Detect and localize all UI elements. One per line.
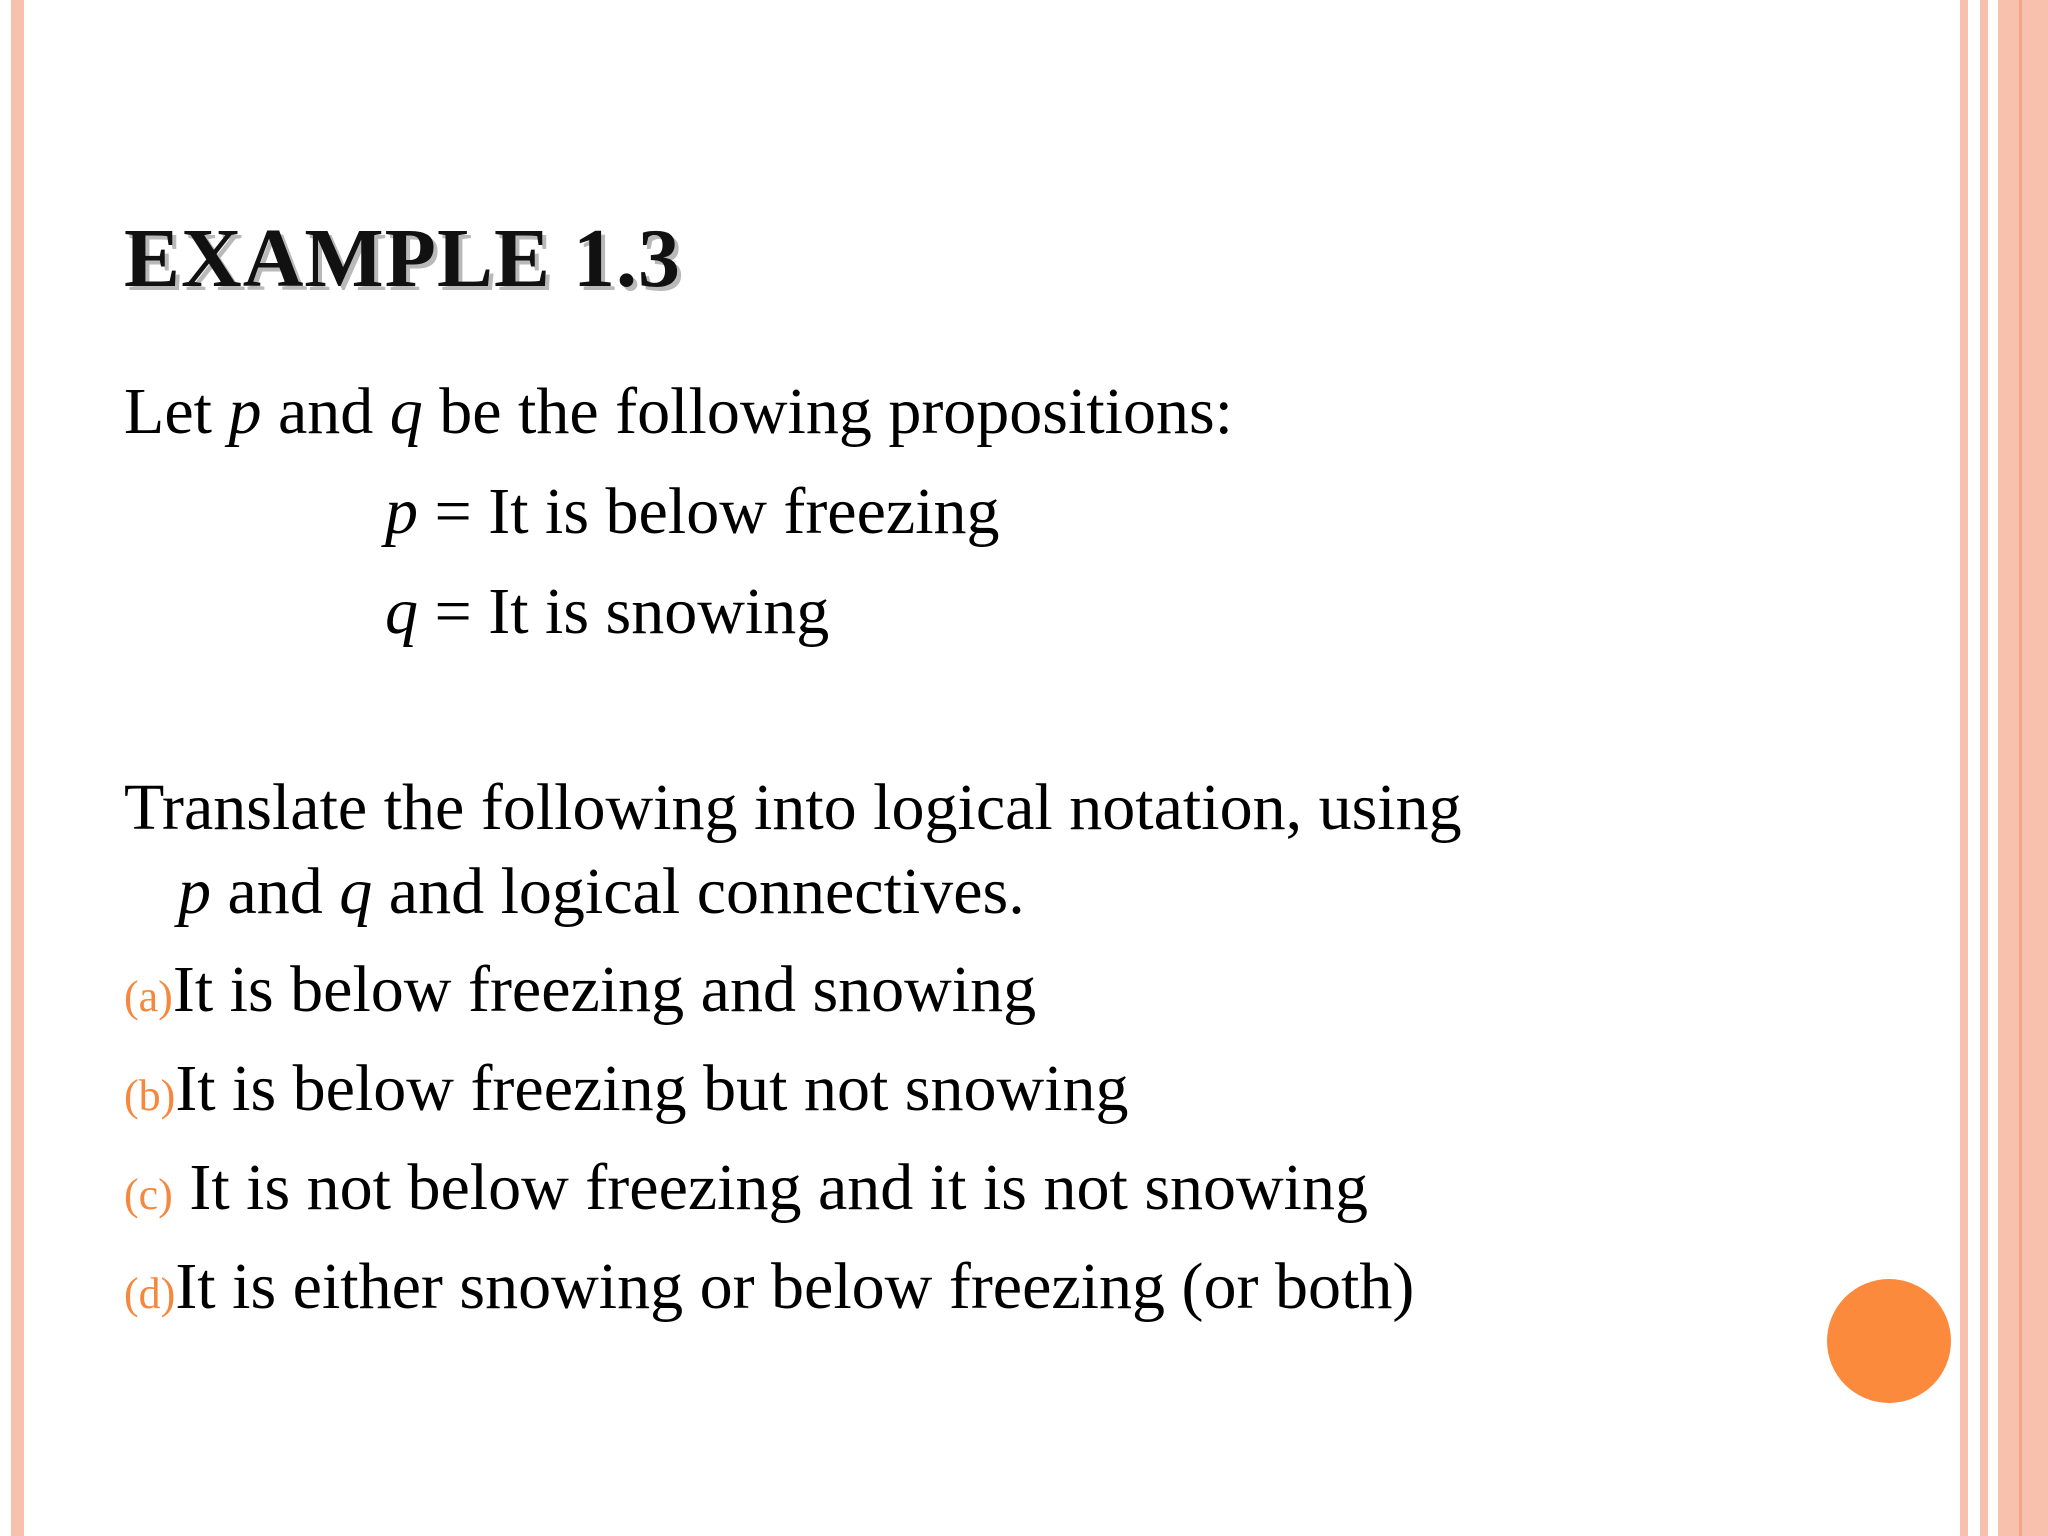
intro-rest: be the following propositions: — [422, 375, 1234, 448]
item-marker: (d) — [124, 1269, 176, 1318]
item-text: It is below freezing and snowing — [172, 953, 1037, 1026]
list-item-b — [124, 1049, 1128, 1136]
right-decorative-stripe-2 — [1980, 0, 1988, 1536]
intro-line — [124, 372, 1233, 452]
definition-text: = It is below freezing — [418, 475, 1000, 548]
definition-p — [385, 472, 1000, 552]
item-marker: (b) — [124, 1071, 176, 1120]
definition-text: = It is snowing — [418, 575, 830, 648]
right-decorative-line — [2019, 0, 2022, 1536]
definition-var: q — [385, 575, 418, 648]
list-item-d — [124, 1247, 1414, 1334]
left-decorative-stripe — [11, 0, 24, 1536]
var-q: q — [339, 855, 373, 928]
var-q: q — [389, 375, 423, 448]
task-rest: and logical connectives. — [372, 855, 1025, 928]
list-item-a — [124, 950, 1036, 1037]
item-text: It is not below freezing and it is not snowing — [172, 1151, 1368, 1224]
item-marker: (a) — [124, 972, 173, 1021]
intro-let: Let — [124, 375, 229, 448]
intro-and: and — [261, 375, 390, 448]
item-text: It is either snowing or below freezing (or both) — [175, 1250, 1415, 1323]
list-item-c — [124, 1148, 1368, 1235]
definition-var: p — [385, 475, 418, 548]
item-marker: (c) — [124, 1170, 173, 1219]
definition-q — [385, 572, 829, 652]
var-p: p — [178, 855, 211, 928]
slide-title: EXAMPLE 1.3 — [124, 212, 681, 305]
decorative-orange-circle — [1827, 1279, 1951, 1403]
right-decorative-band — [1998, 0, 2048, 1536]
task-and: and — [211, 855, 340, 928]
item-text: It is below freezing but not snowing — [175, 1052, 1129, 1125]
var-p: p — [228, 375, 262, 448]
right-decorative-stripe-1 — [1960, 0, 1968, 1536]
task-line-1: Translate the following into logical notation, using — [124, 771, 1462, 844]
task-line-2 — [178, 852, 1025, 932]
